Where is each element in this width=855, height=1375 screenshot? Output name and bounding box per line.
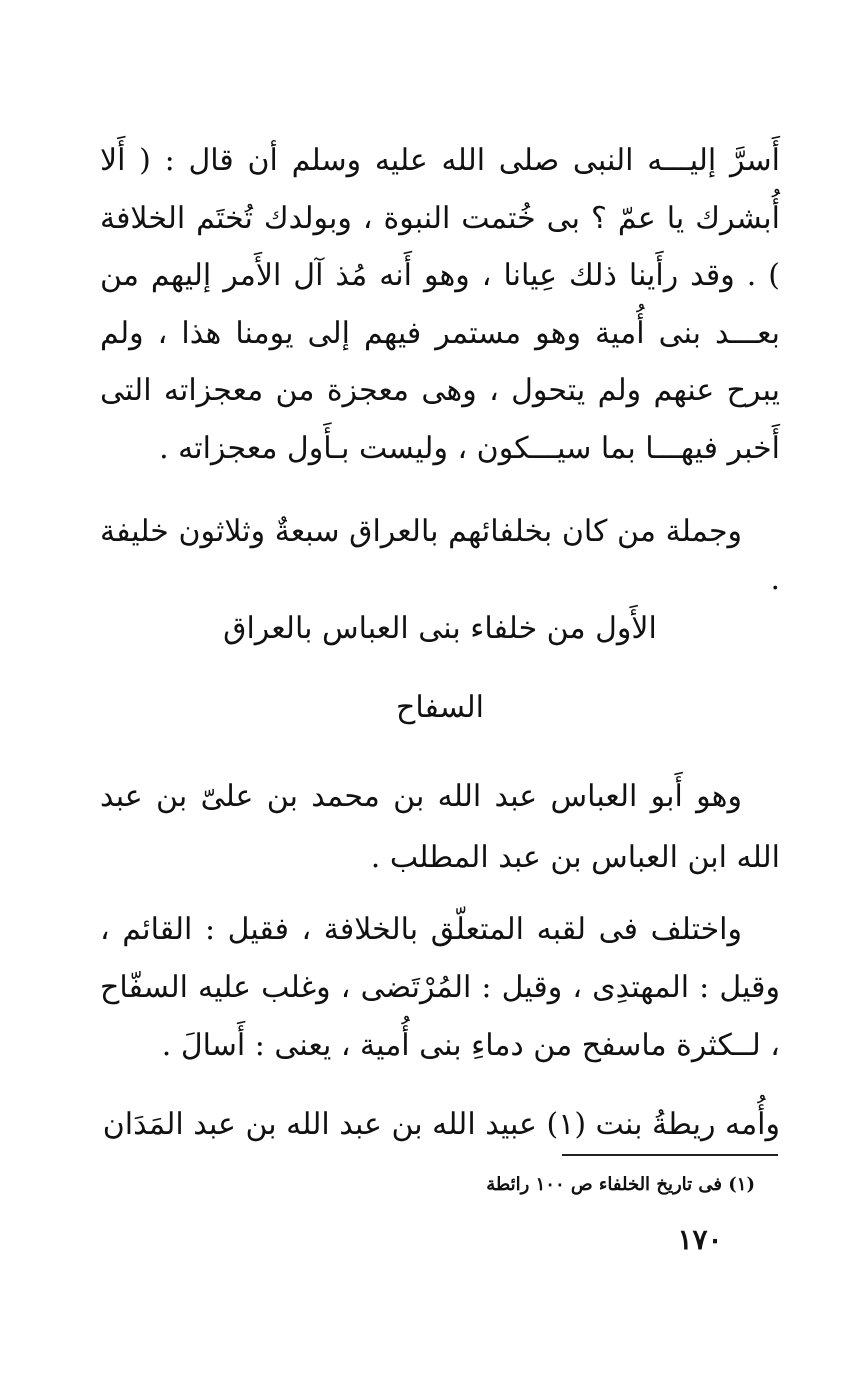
page-number: ١٧٠ xyxy=(677,1223,723,1256)
paragraph-lineage: وهو أَبو العباس عبد الله بن محمد بن علىّ بن عبد الله ابن العباس بن عبد المطلب . xyxy=(100,779,780,875)
section-heading: الأَول من خلفاء بنى العباس بالعراق xyxy=(223,611,657,646)
footnote-divider xyxy=(562,1154,778,1156)
paragraph-prophecy: أَسرَّ إليـــه النبى صلى الله عليه وسلم أن قال : ( أَلا أُبشرك يا عمّ ؟ بى خُتمت النبوة ، وبولدك تُختَم الخلافة ) . وقد رأَينا ذلك عِيانا ، وهو أَنه مُذ آل الأَمر إليهم من بعـــد بنى أُمية وهو مستمر فيهم إلى يومنا هذا ، ولم يبرح عنهم ولم يتحول ، وهى معجزة من معجزاته التى أَخبر فيهـــا بما سيـــكون ، وليست بـأَول معجزاته . xyxy=(100,143,780,466)
paragraph-mother: وأُمه ريطةُ بنت (١) عبيد الله بن عبد الله بن عبد المَدَان xyxy=(102,1107,780,1142)
footnote: (١) فى تاريخ الخلفاء ص ١٠٠ رائطة xyxy=(486,1174,755,1195)
caliph-name-heading: السفاح xyxy=(396,690,484,725)
paragraph-caliph-count: وجملة من كان بخلفائهم بالعراق سبعةٌ وثلاثون خليفة . xyxy=(100,514,780,597)
paragraph-title-dispute: واختلف فى لقبه المتعلّق بالخلافة ، فقيل : القائم ، وقيل : المهتدِى ، وقيل : المُرْتَضى ، وغلب عليه السفّاح ، لــكثرة ماسفح من دماءِ بنى أُمية ، يعنى : أَسالَ . xyxy=(100,912,780,1063)
